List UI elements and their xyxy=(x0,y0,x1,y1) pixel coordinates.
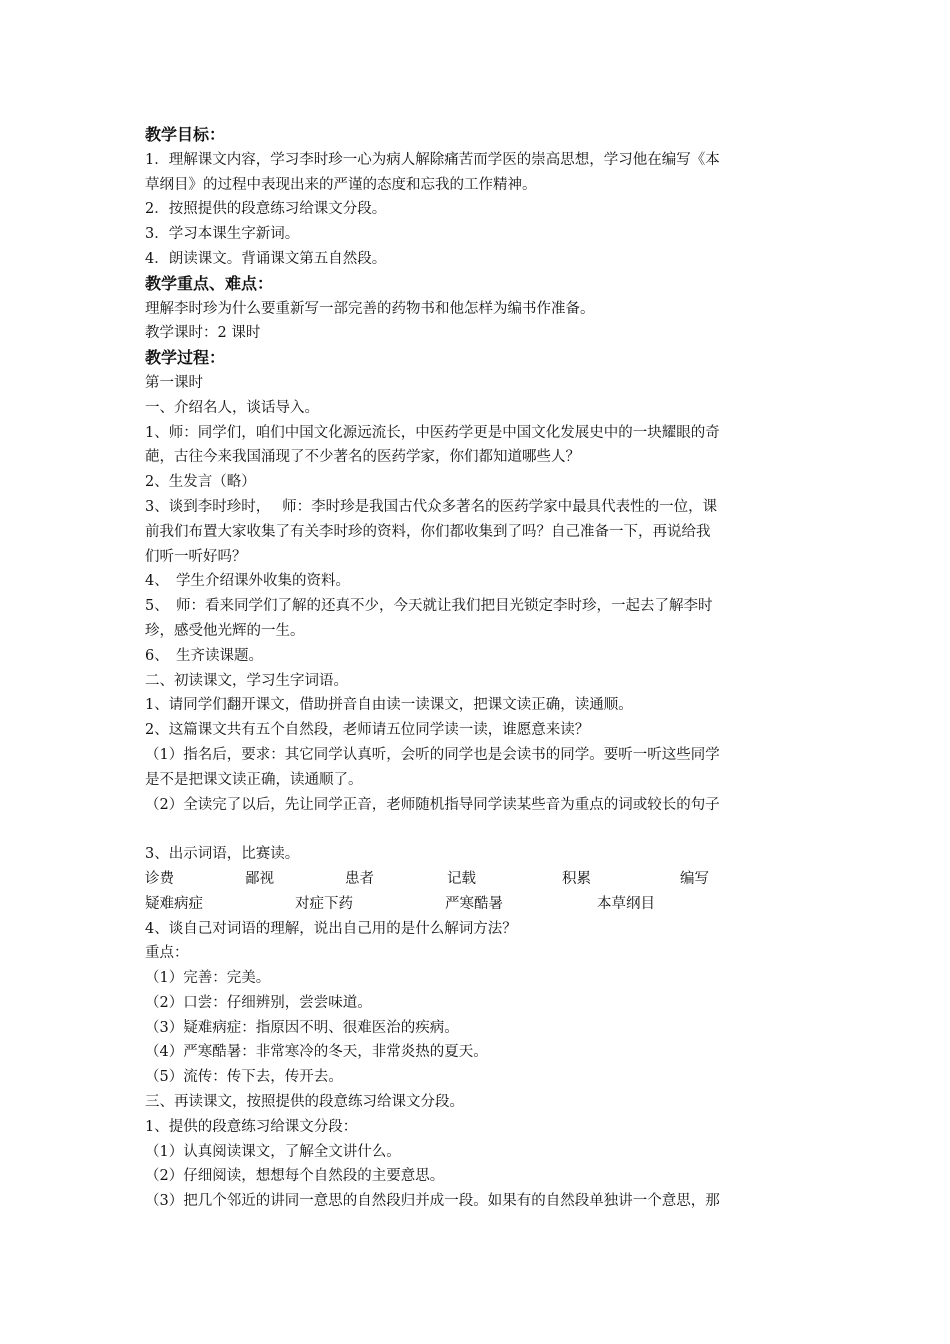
text-line: 教学课时：2 课时 xyxy=(145,325,261,342)
vocabulary-word: 记载 xyxy=(447,870,476,887)
lesson-plan-body xyxy=(145,123,815,1214)
text-line: （3）把几个邻近的讲同一意思的自然段归并成一段。如果有的自然段单独讲一个意思，那 xyxy=(145,1193,720,1210)
text-line: 3、谈到李时珍时， 师：李时珍是我国古代众多著名的医药学家中最具代表性的一位，课 xyxy=(145,498,718,515)
text-line: 一、介绍名人，谈话导入。 xyxy=(145,399,319,416)
text-line: （1）认真阅读课文，了解全文讲什么。 xyxy=(145,1143,401,1160)
text-line: 3、出示词语，比赛读。 xyxy=(145,846,300,863)
text-line: 2．按照提供的段意练习给课文分段。 xyxy=(145,201,387,218)
text-line: 珍，感受他光辉的一生。 xyxy=(145,622,305,639)
section-heading: 教学目标： xyxy=(145,125,226,144)
section-heading: 教学过程： xyxy=(145,348,226,368)
vocabulary-row xyxy=(145,867,815,892)
vocabulary-word: 本草纲目 xyxy=(597,895,655,912)
vocabulary-word: 编写 xyxy=(680,870,709,887)
text-line: 是不是把课文读正确，读通顺了。 xyxy=(145,771,363,788)
text-line: 第一课时 xyxy=(145,374,203,391)
text-line: 6、 生齐读课题。 xyxy=(145,647,263,664)
text-line: 二、初读课文，学习生字词语。 xyxy=(145,672,348,689)
text-line: 4、 学生介绍课外收集的资料。 xyxy=(145,573,350,590)
text-line: 1、请同学们翻开课文，借助拼音自由读一读课文，把课文读正确，读通顺。 xyxy=(145,697,633,714)
text-line: （4）严寒酷暑：非常寒冷的冬天，非常炎热的夏天。 xyxy=(145,1044,488,1061)
text-line: 1、提供的段意练习给课文分段： xyxy=(145,1118,358,1135)
vocabulary-row xyxy=(145,892,815,917)
vocabulary-word: 鄙视 xyxy=(245,870,274,887)
text-line: 1．理解课文内容，学习李时珍一心为病人解除痛苦而学医的崇高思想，学习他在编写《本 xyxy=(145,151,720,168)
text-line: （5）流传：传下去，传开去。 xyxy=(145,1069,343,1086)
vocabulary-word: 积累 xyxy=(562,870,591,887)
vocabulary-word: 严寒酷暑 xyxy=(445,895,503,912)
text-line: （3）疑难病症：指原因不明、很难医治的疾病。 xyxy=(145,1019,459,1036)
text-line: 4．朗读课文。背诵课文第五自然段。 xyxy=(145,250,387,267)
text-line: 4、谈自己对词语的理解，说出自己用的是什么解词方法？ xyxy=(145,920,517,937)
text-line: 3．学习本课生字新词。 xyxy=(145,226,300,243)
text-line: 2、生发言（略） xyxy=(145,474,256,491)
text-line: 们听一听好吗？ xyxy=(145,548,247,565)
vocabulary-word: 诊费 xyxy=(145,870,174,887)
vocabulary-word: 疑难病症 xyxy=(145,895,203,912)
text-line: （2）口尝：仔细辨别，尝尝味道。 xyxy=(145,994,372,1011)
text-line: （2）仔细阅读，想想每个自然段的主要意思。 xyxy=(145,1168,445,1185)
text-line: 重点： xyxy=(145,945,189,962)
section-heading: 教学重点、难点： xyxy=(145,273,274,293)
text-line: 1、师：同学们，咱们中国文化源远流长，中医药学更是中国文化发展史中的一块耀眼的奇 xyxy=(145,424,720,441)
text-line: （2）全读完了以后，先让同学正音，老师随机指导同学读某些音为重点的词或较长的句子 xyxy=(145,796,720,813)
text-line: 三、再读课文，按照提供的段意练习给课文分段。 xyxy=(145,1094,464,1111)
vocabulary-word: 患者 xyxy=(345,870,374,887)
text-line: 草纲目》的过程中表现出来的严谨的态度和忘我的工作精神。 xyxy=(145,176,537,193)
text-line: （1）完善：完美。 xyxy=(145,970,271,987)
text-line: 葩，古往今来我国涌现了不少著名的医药学家，你们都知道哪些人？ xyxy=(145,449,580,466)
text-line: 2、这篇课文共有五个自然段，老师请五位同学读一读，谁愿意来读？ xyxy=(145,722,590,739)
text-line: （1）指名后，要求：其它同学认真听，会听的同学也是会读书的同学。要听一听这些同学 xyxy=(145,746,720,763)
text-line: 理解李时珍为什么要重新写一部完善的药物书和他怎样为编书作准备。 xyxy=(145,300,595,317)
blank-line xyxy=(145,817,815,842)
vocabulary-word: 对症下药 xyxy=(295,895,353,912)
text-line: 5、 师：看来同学们了解的还真不少，今天就让我们把目光锁定李时珍，一起去了解李时 xyxy=(145,598,713,615)
text-line: 前我们布置大家收集了有关李时珍的资料，你们都收集到了吗？自己准备一下，再说给我 xyxy=(145,523,711,540)
